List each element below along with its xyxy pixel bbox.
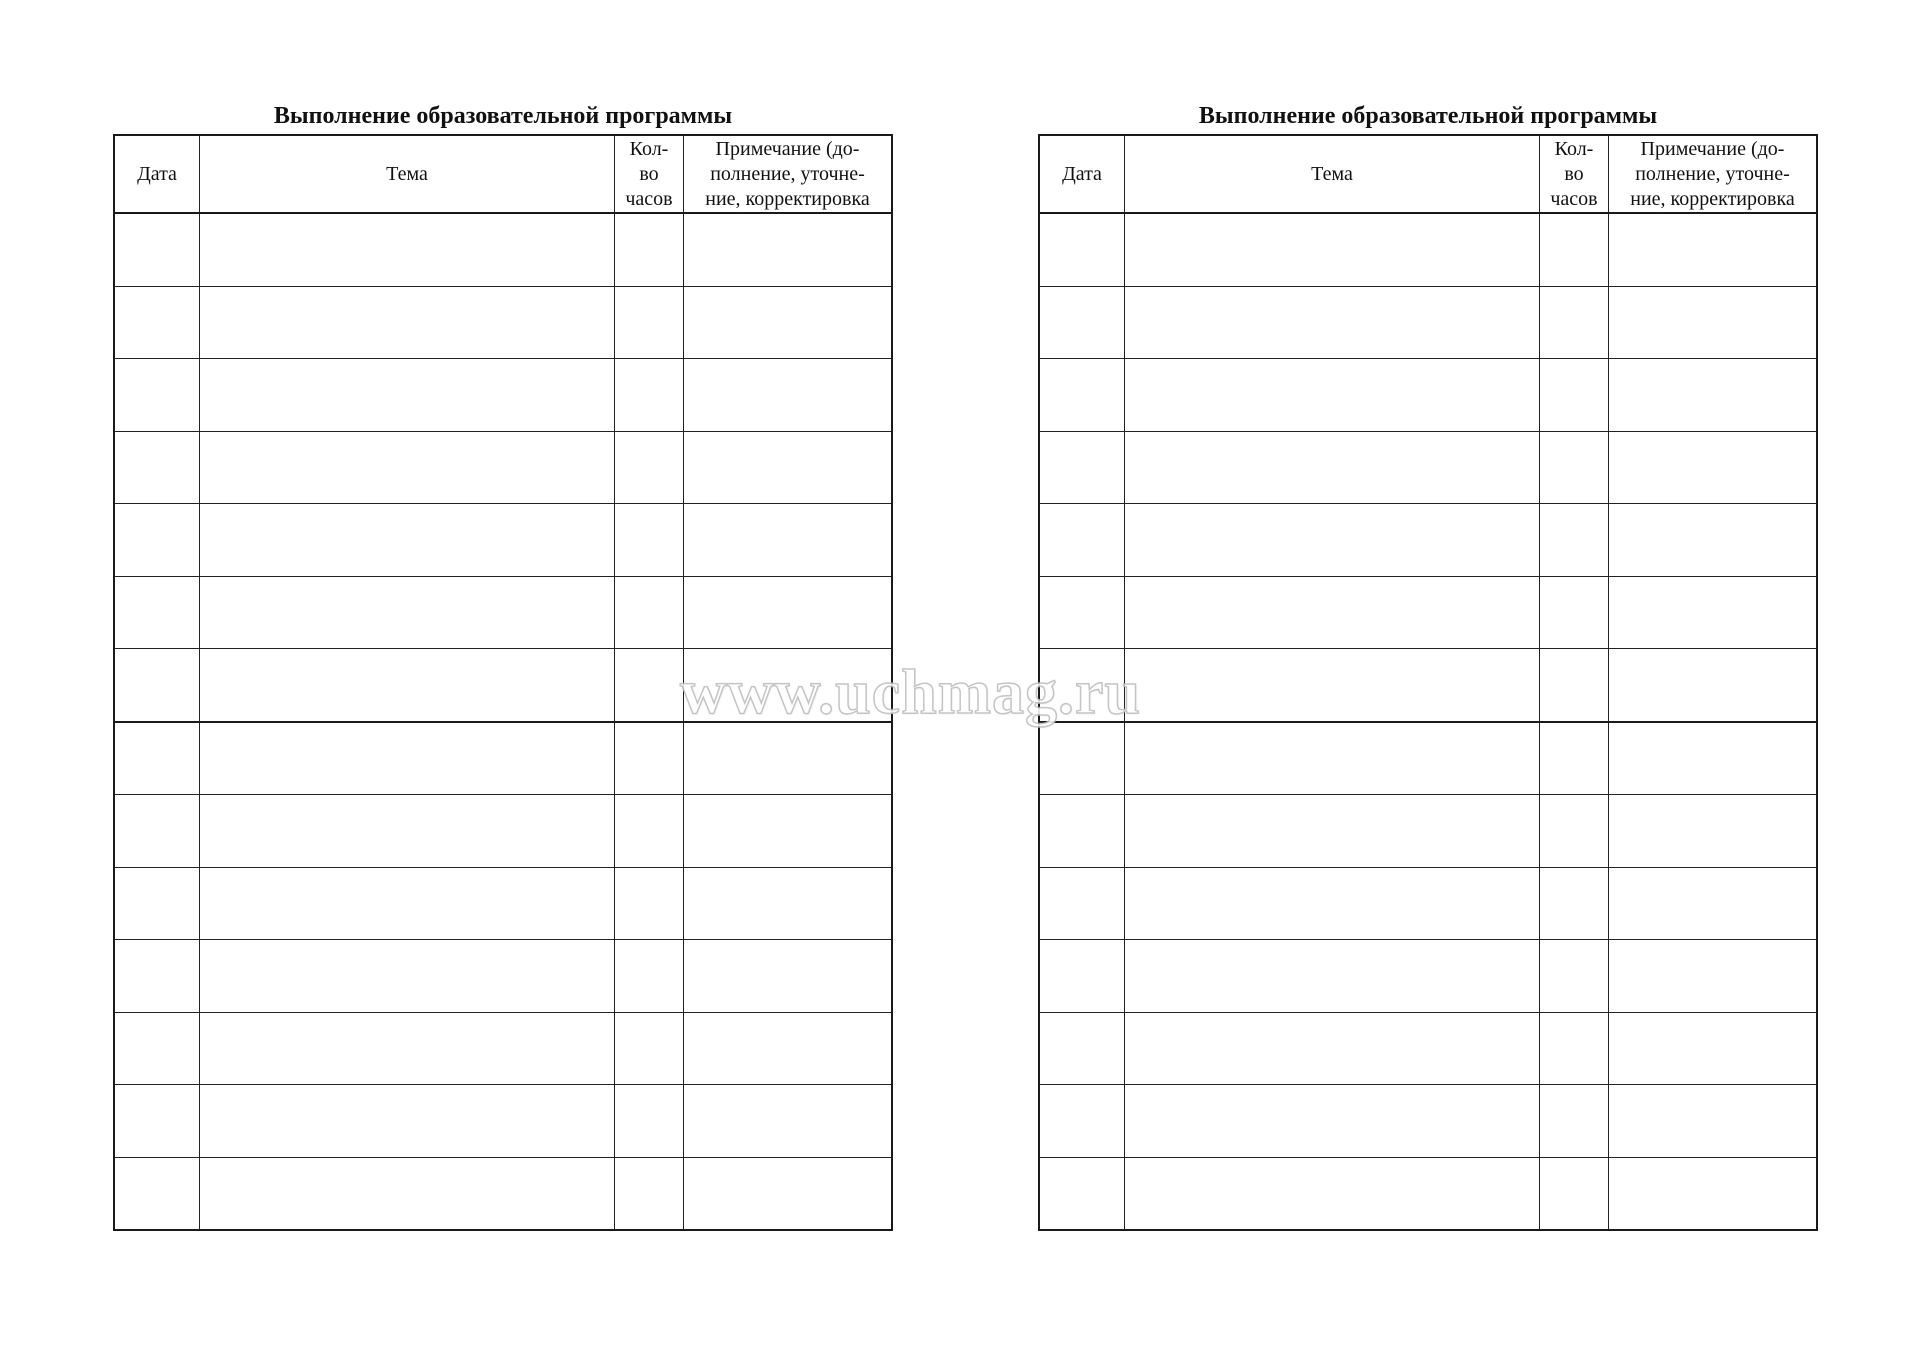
hours-cell [615, 1085, 684, 1158]
header-note-line: полнение, уточне- [710, 162, 865, 185]
date-cell [1039, 1012, 1125, 1085]
date-cell [1039, 722, 1125, 795]
watermark: www.uchmag.ru [680, 656, 1142, 727]
date-cell [1039, 576, 1125, 649]
topic-cell [200, 1012, 615, 1085]
topic-cell [1125, 213, 1540, 286]
date-cell [1039, 1085, 1125, 1158]
hours-cell [615, 722, 684, 795]
date-cell [1039, 504, 1125, 577]
topic-cell [1125, 1157, 1540, 1230]
table-row [114, 722, 892, 795]
note-cell [684, 1085, 893, 1158]
date-cell [1039, 1157, 1125, 1230]
note-cell [684, 795, 893, 868]
hours-cell [1540, 867, 1609, 940]
table-row [1039, 1012, 1817, 1085]
date-cell [1039, 940, 1125, 1013]
header-hours-line: Кол- [629, 137, 669, 160]
topic-cell [200, 504, 615, 577]
header-note-line: ние, корректировка [705, 187, 870, 210]
note-cell [1609, 504, 1818, 577]
date-cell [114, 1157, 200, 1230]
date-cell [114, 213, 200, 286]
table-row [1039, 1085, 1817, 1158]
date-cell [114, 576, 200, 649]
note-cell [684, 213, 893, 286]
note-cell [1609, 576, 1818, 649]
date-cell [114, 940, 200, 1013]
table-row [1039, 867, 1817, 940]
hours-cell [1540, 795, 1609, 868]
hours-cell [615, 795, 684, 868]
topic-cell [1125, 940, 1540, 1013]
note-cell [684, 722, 893, 795]
table-row [1039, 795, 1817, 868]
note-cell [1609, 286, 1818, 359]
date-cell [114, 867, 200, 940]
header-hours-line: во [639, 162, 659, 185]
table-row [1039, 213, 1817, 286]
table-row [114, 286, 892, 359]
hours-cell [615, 431, 684, 504]
table-row [114, 940, 892, 1013]
date-cell [114, 286, 200, 359]
topic-cell [200, 795, 615, 868]
header-note [684, 135, 893, 213]
note-cell [1609, 359, 1818, 432]
table-row [114, 1012, 892, 1085]
hours-cell [1540, 1157, 1609, 1230]
table-row [1039, 1157, 1817, 1230]
header-note-line: Примечание (до- [1640, 137, 1785, 160]
table-row [1039, 286, 1817, 359]
table-row [114, 867, 892, 940]
table-header-row [114, 135, 892, 213]
topic-cell [200, 867, 615, 940]
hours-cell [1540, 286, 1609, 359]
hours-cell [1540, 1085, 1609, 1158]
hours-cell [615, 359, 684, 432]
note-cell [684, 504, 893, 577]
date-cell [114, 1012, 200, 1085]
note-cell [1609, 1012, 1818, 1085]
table-row [114, 795, 892, 868]
topic-cell [1125, 1085, 1540, 1158]
hours-cell [1540, 431, 1609, 504]
hours-cell [1540, 504, 1609, 577]
date-cell [114, 431, 200, 504]
table-row [114, 504, 892, 577]
header-note-line: Примечание (до- [715, 137, 860, 160]
date-cell [1039, 359, 1125, 432]
header-date: Дата [114, 135, 200, 213]
note-cell [1609, 213, 1818, 286]
note-cell [684, 359, 893, 432]
hours-cell [615, 867, 684, 940]
header-hours-line: часов [625, 187, 673, 210]
header-hours-line: часов [1550, 187, 1598, 210]
table-row [114, 213, 892, 286]
table-header-row [1039, 135, 1817, 213]
topic-cell [1125, 504, 1540, 577]
table-body [1039, 213, 1817, 1230]
hours-cell [615, 576, 684, 649]
note-cell [684, 286, 893, 359]
hours-cell [1540, 576, 1609, 649]
hours-cell [615, 1012, 684, 1085]
header-hours-line: во [1564, 162, 1584, 185]
topic-cell [200, 1085, 615, 1158]
note-cell [1609, 867, 1818, 940]
topic-cell [200, 213, 615, 286]
hours-cell [1540, 722, 1609, 795]
table-row [1039, 431, 1817, 504]
note-cell [684, 576, 893, 649]
hours-cell [1540, 649, 1609, 722]
hours-cell [1540, 359, 1609, 432]
table-row [1039, 576, 1817, 649]
topic-cell [1125, 867, 1540, 940]
date-cell [114, 649, 200, 722]
header-topic: Тема [1125, 135, 1540, 213]
note-cell [1609, 795, 1818, 868]
hours-cell [1540, 213, 1609, 286]
hours-cell [615, 649, 684, 722]
note-cell [684, 1157, 893, 1230]
hours-cell [615, 1157, 684, 1230]
date-cell [114, 504, 200, 577]
table-row [114, 576, 892, 649]
date-cell [1039, 867, 1125, 940]
date-cell [114, 795, 200, 868]
header-topic: Тема [200, 135, 615, 213]
date-cell [1039, 213, 1125, 286]
date-cell [1039, 795, 1125, 868]
topic-cell [200, 431, 615, 504]
topic-cell [200, 286, 615, 359]
topic-cell [200, 359, 615, 432]
header-note-line: ние, корректировка [1630, 187, 1795, 210]
topic-cell [1125, 795, 1540, 868]
right-page [1038, 98, 1818, 1231]
table-row [114, 431, 892, 504]
topic-cell [1125, 359, 1540, 432]
hours-cell [615, 286, 684, 359]
note-cell [1609, 1085, 1818, 1158]
note-cell [1609, 722, 1818, 795]
topic-cell [1125, 431, 1540, 504]
topic-cell [1125, 649, 1540, 722]
topic-cell [1125, 576, 1540, 649]
note-cell [1609, 1157, 1818, 1230]
table-row [114, 1157, 892, 1230]
date-cell [114, 1085, 200, 1158]
table-row [1039, 722, 1817, 795]
hours-cell [615, 213, 684, 286]
topic-cell [1125, 286, 1540, 359]
topic-cell [200, 722, 615, 795]
page-title: Выполнение образовательной программы [273, 103, 733, 129]
date-cell [114, 722, 200, 795]
hours-cell [1540, 940, 1609, 1013]
note-cell [1609, 649, 1818, 722]
topic-cell [200, 649, 615, 722]
table-row [1039, 504, 1817, 577]
page-title: Выполнение образовательной программы [1198, 103, 1658, 129]
topic-cell [200, 940, 615, 1013]
topic-cell [200, 576, 615, 649]
topic-cell [200, 1157, 615, 1230]
table-row [1039, 940, 1817, 1013]
table-row [1039, 649, 1817, 722]
header-hours [615, 135, 684, 213]
note-cell [1609, 940, 1818, 1013]
note-cell [684, 431, 893, 504]
table-row [114, 1085, 892, 1158]
hours-cell [615, 940, 684, 1013]
date-cell [1039, 431, 1125, 504]
header-note-line: полнение, уточне- [1635, 162, 1790, 185]
table-row [1039, 359, 1817, 432]
header-note [1609, 135, 1818, 213]
hours-cell [615, 504, 684, 577]
hours-cell [1540, 1012, 1609, 1085]
note-cell [1609, 431, 1818, 504]
note-cell [684, 867, 893, 940]
topic-cell [1125, 1012, 1540, 1085]
date-cell [114, 359, 200, 432]
header-hours-line: Кол- [1554, 137, 1594, 160]
note-cell [684, 1012, 893, 1085]
table-row [114, 359, 892, 432]
note-cell [684, 940, 893, 1013]
header-hours [1540, 135, 1609, 213]
topic-cell [1125, 722, 1540, 795]
header-date: Дата [1039, 135, 1125, 213]
date-cell [1039, 286, 1125, 359]
program-table [1038, 134, 1818, 1231]
